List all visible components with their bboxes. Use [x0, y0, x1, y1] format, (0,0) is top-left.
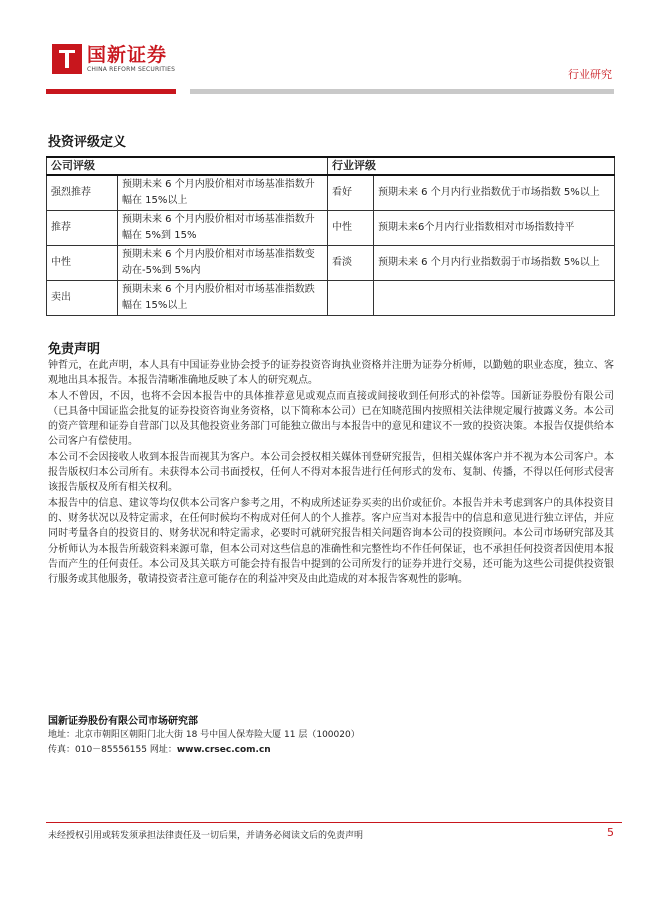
- footer-divider: [46, 822, 622, 823]
- header-bar-gray: [190, 89, 614, 94]
- industry-rating-desc: 预期未来 6 个月内行业指数弱于市场指数 5%以上: [374, 246, 615, 281]
- footer-notice: 未经授权引用或转发须承担法律责任及一切后果，并请务必阅读文后的免责声明: [48, 831, 364, 841]
- company-rating-label: 推荐: [47, 211, 118, 246]
- company-rating-desc: 预期未来 6 个月内股价相对市场基准指数升幅在 15%以上: [118, 175, 328, 211]
- disclaimer-body: [48, 358, 614, 587]
- company-rating-desc: 预期未来 6 个月内股价相对市场基准指数升幅在 5%到 15%: [118, 211, 328, 246]
- page-number: 5: [607, 826, 614, 839]
- industry-rating-label: 看好: [328, 175, 374, 211]
- company-rating-desc: 预期未来 6 个月内股价相对市场基准指数变动在-5%到 5%内: [118, 246, 328, 281]
- disclaimer-title: 免责声明: [48, 342, 101, 357]
- industry-rating-label: [328, 281, 374, 316]
- disclaimer-paragraph: 钟哲元，在此声明，本人具有中国证券业协会授予的证券投资咨询执业资格并注册为证券分析师，以勤勉的职业态度，独立、客观地出具本报告。本报告清晰准确地反映了本人的研究观点。: [48, 360, 614, 387]
- rating-title: 投资评级定义: [48, 135, 127, 150]
- logo-text: [87, 44, 175, 74]
- company-name: 国新证券股份有限公司市场研究部: [48, 716, 198, 727]
- company-rating-label: 强烈推荐: [47, 175, 118, 211]
- rating-table: [46, 156, 615, 316]
- company-rating-desc: 预期未来 6 个月内股价相对市场基准指数跌幅在 15%以上: [118, 281, 328, 316]
- company-address: 地址：北京市朝阳区朝阳门北大街 18 号中国人保寿险大厦 11 层（100020）: [48, 730, 360, 740]
- contact-block: [48, 728, 360, 758]
- website-link[interactable]: www.crsec.com.cn: [176, 745, 271, 755]
- logo-mark-icon: [52, 44, 82, 74]
- contact-line: [48, 743, 360, 758]
- disclaimer-paragraph: 本报告中的信息、建议等均仅供本公司客户参考之用，不构成所述证券买卖的出价或征价。本报告并未考虑到客户的具体投资目的、财务状况以及特定需求，在任何时候均不构成对任何人的个人推荐。客户应当对本报告中的信息和意见进行独立评估，并应同时考量各自的投资目的、财务状况和特定需求，必要时可就研究报告相关问题咨询本公司的投资顾问。本公司市场研究部及其分析师认为本报告所载资料来源可靠，但本公司对这些信息的准确性和完整性均不作任何保证，也不承担任何投资者因使用本报告而产生的任何责任。本公司及其关联方可能会持有报告中提到的公司所发行的证券并进行交易，还可能为这些公司提供投资银行服务或其他服务，敬请投资者注意可能存在的利益冲突及由此造成的对本报告客观性的影响。: [48, 497, 614, 586]
- rating-row: [47, 175, 615, 211]
- rating-row: [47, 281, 615, 316]
- industry-rating-desc: 预期未来6个月内行业指数相对市场指数持平: [374, 211, 615, 246]
- industry-rating-label: 看淡: [328, 246, 374, 281]
- industry-rating-header: 行业评级: [328, 157, 615, 175]
- report-category: 行业研究: [568, 68, 612, 81]
- rating-row: [47, 211, 615, 246]
- industry-rating-desc: [374, 281, 615, 316]
- disclaimer-paragraph: 本公司不会因接收人收到本报告而视其为客户。本公司会授权相关媒体刊登研究报告，但相关媒体客户并不视为本公司客户。本报告版权归本公司所有。未获得本公司书面授权，任何人不得对本报告进行任何形式的发布、复制、传播，不得以任何形式侵害该报告版权及所有相关权利。: [48, 451, 614, 494]
- logo-cn: 国新证券: [87, 44, 168, 66]
- company-rating-label: 卖出: [47, 281, 118, 316]
- rating-header-row: [47, 157, 615, 175]
- company-logo: [52, 44, 175, 74]
- phone-fax: 传真：010－85556155 网址：: [48, 745, 177, 755]
- company-rating-label: 中性: [47, 246, 118, 281]
- logo-en: CHINA REFORM SECURITIES: [87, 66, 176, 73]
- industry-rating-desc: 预期未来 6 个月内行业指数优于市场指数 5%以上: [374, 175, 615, 211]
- industry-rating-label: 中性: [328, 211, 374, 246]
- rating-row: [47, 246, 615, 281]
- company-rating-header: 公司评级: [47, 157, 328, 175]
- header-bar-red: [46, 89, 176, 94]
- disclaimer-paragraph: 本人不曾因，不因，也将不会因本报告中的具体推荐意见或观点而直接或间接收到任何形式的补偿等。国新证券股份有限公司（已具备中国证监会批复的证券投资咨询业务资格，以下简称本公司）已在知晓范围内按照相关法律规定履行披露义务。本公司的资产管理和证券自营部门以及其他投资业务部门可能独立做出与本报告中的意见和建议不一致的投资决策。本报告仅提供给本公司客户有偿使用。: [48, 390, 614, 448]
